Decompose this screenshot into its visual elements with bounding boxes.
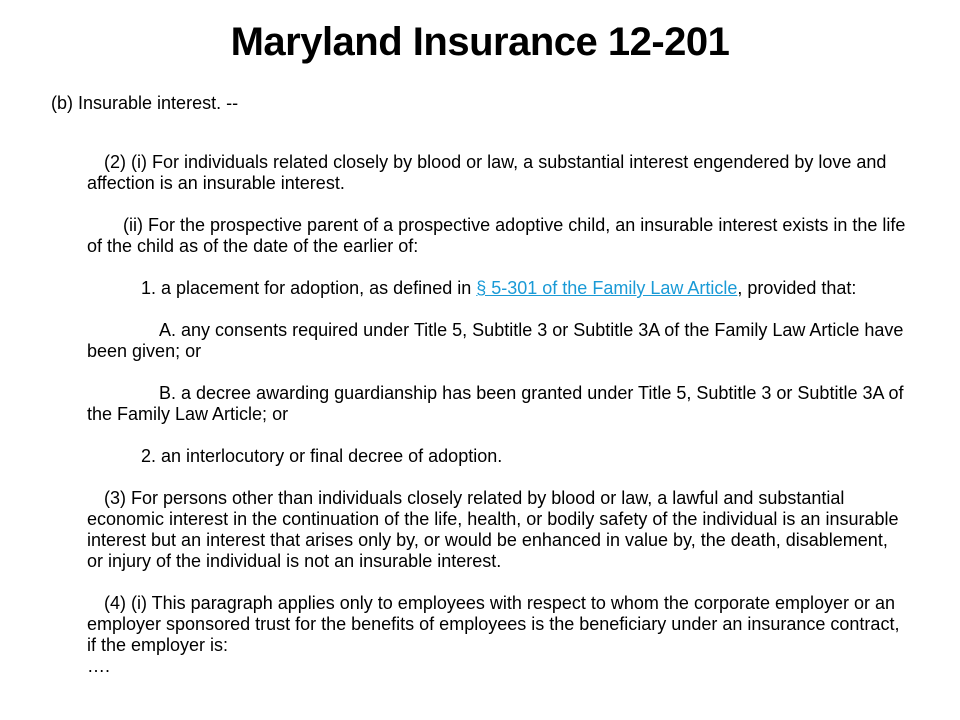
family-law-article-link[interactable]: § 5-301 of the Family Law Article [476,278,738,298]
item-2 [87,446,907,467]
page-title: Maryland Insurance 12-201 [230,20,730,64]
paragraph-3 [87,488,907,572]
item-2-text: 2. an interlocutory or final decree of adoption. [141,446,503,466]
paragraph-2-i-text: (2) (i) For individuals related closely by blood or law, a substantial interest engendered by love and affection is an insurable interest. [87,152,887,193]
paragraph-3-text: (3) For persons other than individuals closely related by blood or law, a lawful and substantial economic interest in the continuation of the life, health, or bodily safety of the individual is an insurable interest but an interest that arises only by, or would be enhanced in value by, the death, disablement, or injury of the individual is not an insurable interest. [87,488,899,571]
item-B [87,383,907,425]
item-A-text: A. any consents required under Title 5, Subtitle 3 or Subtitle 3A of the Family Law Article have been given; or [87,320,904,361]
paragraph-4-i [87,593,907,656]
paragraph-2-i [87,152,907,194]
statute-body [87,152,907,677]
ellipsis-text: …. [87,656,111,676]
item-A [87,320,907,362]
item-1 [87,278,907,299]
paragraph-2-ii-text: (ii) For the prospective parent of a prospective adoptive child, an insurable interest exists in the life of the child as of the date of the earlier of: [87,215,906,256]
item-1-text-before: 1. a placement for adoption, as defined in [141,278,477,298]
subsection-heading: (b) Insurable interest. -- [51,93,239,113]
item-1-text-after: , provided that: [737,278,857,298]
ellipsis [87,656,907,677]
paragraph-4-i-text: (4) (i) This paragraph applies only to employees with respect to whom the corporate employer or an employer sponsored trust for the benefits of employees is the beneficiary under an insurance contract, if the employer is: [87,593,900,655]
paragraph-2-ii [87,215,907,257]
item-B-text: B. a decree awarding guardianship has been granted under Title 5, Subtitle 3 or Subtitle 3A of the Family Law Article; or [87,383,904,424]
